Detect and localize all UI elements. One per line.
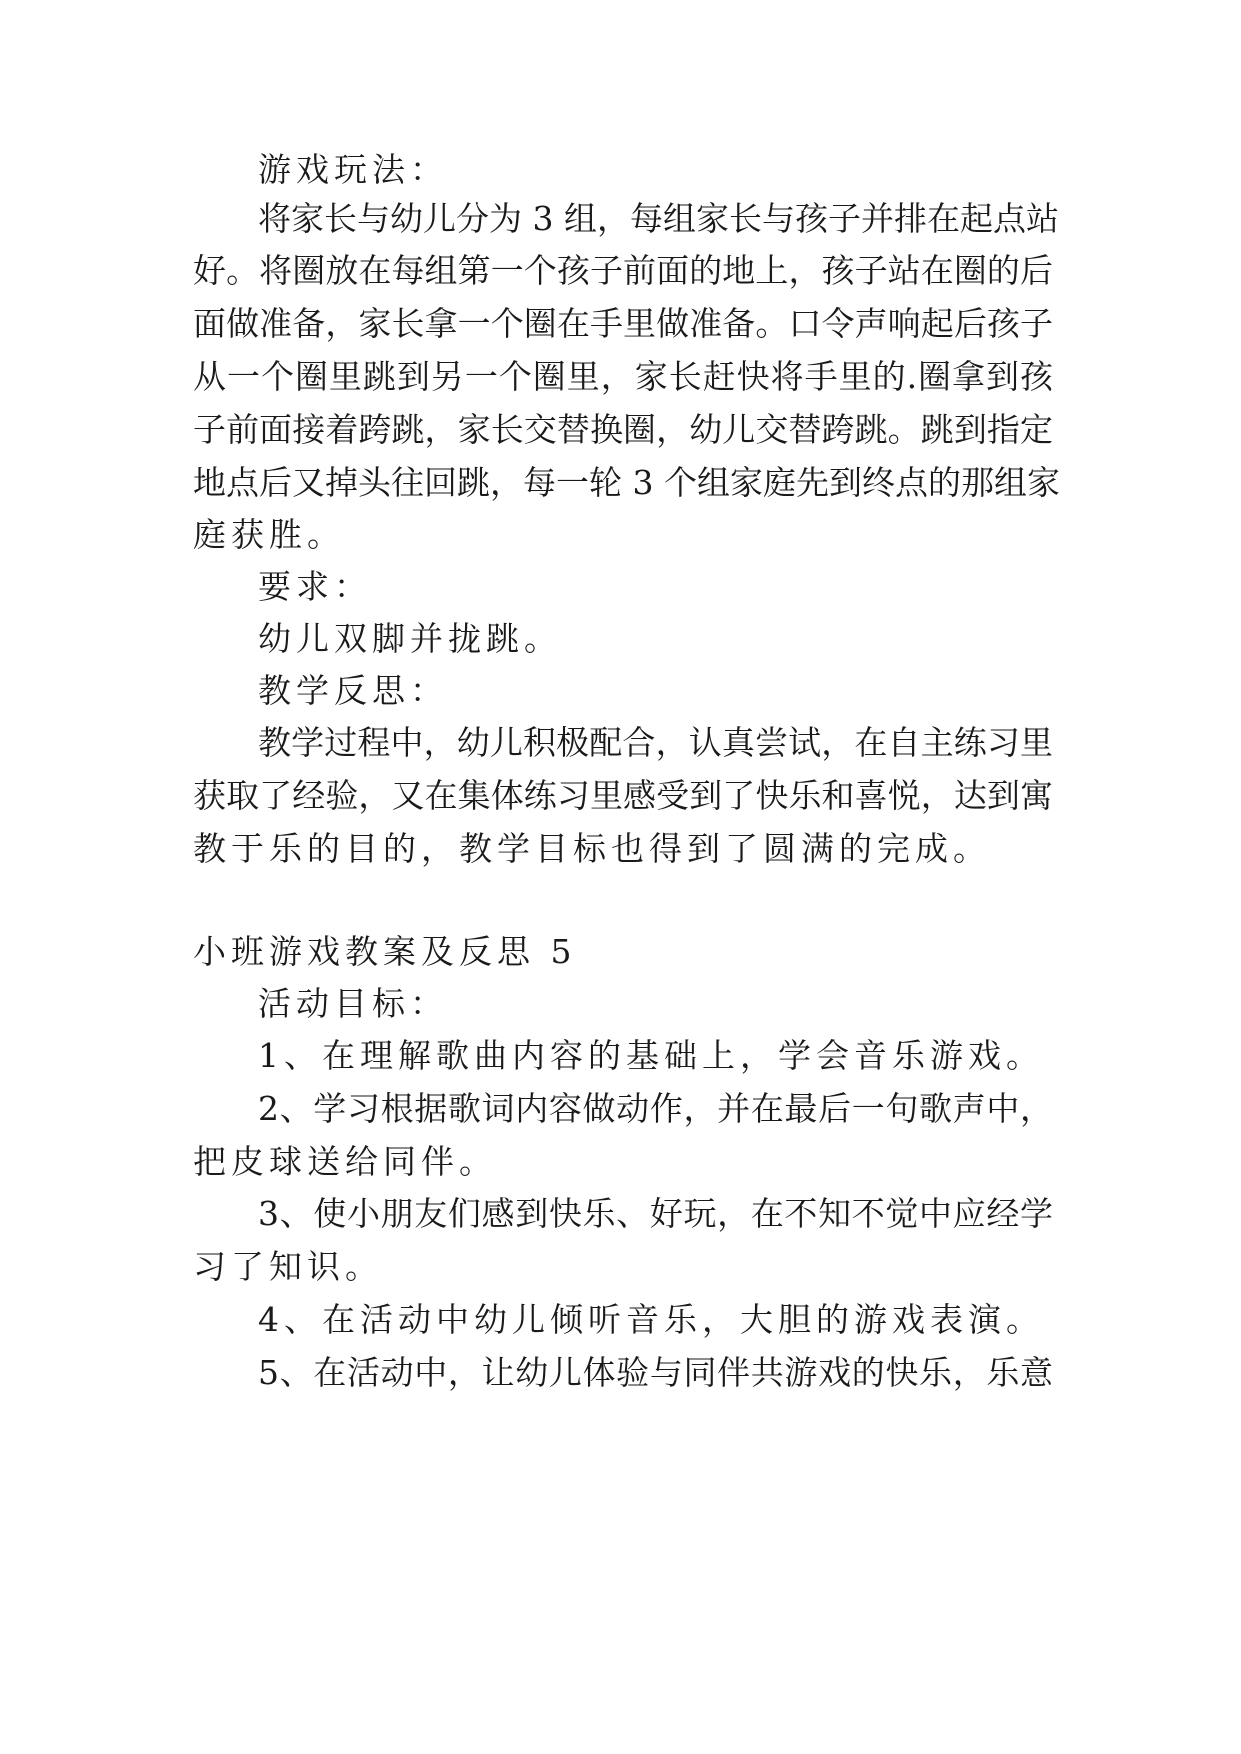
play-body-line: 好。将圈放在每组第一个孩子前面的地上，孩子站在圈的后 bbox=[193, 251, 1053, 290]
goal-line: 4、在活动中幼儿倾听音乐，大胆的游戏表演。 bbox=[258, 1300, 1044, 1339]
requirement-heading: 要求： bbox=[258, 567, 372, 606]
goals-heading: 活动目标： bbox=[258, 984, 448, 1023]
play-body-line: 地点后又掉头往回跳，每一轮 3 个组家庭先到终点的那组家 bbox=[193, 463, 1060, 502]
play-body-line: 面做准备，家长拿一个圈在手里做准备。口令声响起后孩子 bbox=[193, 304, 1053, 343]
requirement-body: 幼儿双脚并拢跳。 bbox=[258, 619, 562, 658]
goal-line: 1、在理解歌曲内容的基础上，学会音乐游戏。 bbox=[258, 1036, 1044, 1075]
play-body-line: 子前面接着跨跳，家长交替换圈，幼儿交替跨跳。跳到指定 bbox=[193, 410, 1053, 449]
goal-line: 3、使小朋友们感到快乐、好玩，在不知不觉中应经学 bbox=[258, 1194, 1053, 1233]
play-body-line: 从一个圈里跳到另一个圈里，家长赶快将手里的.圈拿到孩 bbox=[193, 357, 1053, 396]
goal-line: 把皮球送给同伴。 bbox=[193, 1142, 497, 1181]
reflection-heading: 教学反思： bbox=[258, 671, 448, 710]
play-body-line: 庭获胜。 bbox=[193, 515, 345, 554]
goal-line: 习了知识。 bbox=[193, 1247, 383, 1286]
reflection-line: 教于乐的目的，教学目标也得到了圆满的完成。 bbox=[193, 829, 991, 868]
play-heading: 游戏玩法： bbox=[258, 150, 448, 189]
reflection-line: 教学过程中，幼儿积极配合，认真尝试，在自主练习里 bbox=[258, 723, 1053, 762]
play-body-line: 将家长与幼儿分为 3 组，每组家长与孩子并排在起点站 bbox=[258, 199, 1059, 238]
goal-line: 2、学习根据歌词内容做动作，并在最后一句歌声中， bbox=[258, 1089, 1053, 1128]
goal-line: 5、在活动中，让幼儿体验与同伴共游戏的快乐，乐意 bbox=[258, 1353, 1053, 1392]
section-title: 小班游戏教案及反思 5 bbox=[193, 932, 577, 971]
reflection-line: 获取了经验，又在集体练习里感受到了快乐和喜悦，达到寓 bbox=[193, 776, 1053, 815]
